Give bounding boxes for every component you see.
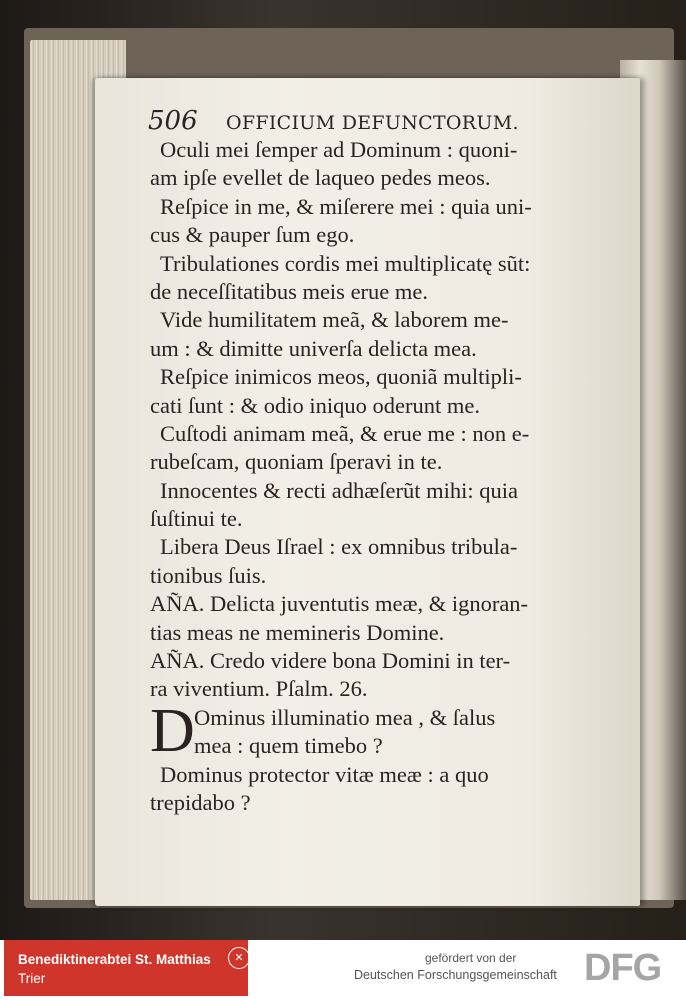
- text-line: Dominus protector vitæ meæ : a quo: [160, 761, 489, 787]
- text-line: Vide humilitatem meã, & laborem me-: [160, 307, 509, 333]
- footer-bar: [0, 940, 686, 1000]
- psalm-opening: [150, 696, 620, 765]
- text-line: cus & pauper ſum ego.: [150, 222, 355, 248]
- text-line: AÑA. Credo videre bona Domini in ter-: [150, 648, 511, 674]
- text-line: tias meas ne memineris Domine.: [150, 619, 445, 645]
- text-line: Cuſtodi animam meã, & erue me : non e-: [160, 420, 530, 446]
- text-line: Reſpice inimicos meos, quoniã multipli-: [160, 364, 522, 390]
- text-line: rubeſcam, quoniam ſperavi in te.: [150, 449, 443, 475]
- text-line: ra viventium. Pſalm. 26.: [150, 676, 368, 702]
- funding-organization: Deutschen Forschungsgemeinschaft: [354, 968, 557, 982]
- text-line: trepidabo ?: [150, 790, 251, 815]
- text-line: um : & dimitte univerſa delicta mea.: [150, 335, 477, 361]
- page-body: [150, 136, 620, 817]
- text-line: Reſpice in me, & miſerere mei : quia uni-: [160, 193, 532, 219]
- institution-badge[interactable]: [4, 940, 248, 996]
- institution-name: Benediktinerabtei St. Matthias: [18, 952, 211, 967]
- page-header: [148, 106, 618, 140]
- text-line: mea : quem timebo ?: [194, 733, 383, 759]
- text-line: Libera Deus Iſrael : ex omnibus tribula-: [160, 534, 518, 560]
- text-line: cati ſunt : & odio iniquo oderunt me.: [150, 392, 480, 418]
- text-line: Ominus illuminatio mea , & ſalus: [194, 704, 496, 730]
- text-line: am ipſe evellet de laqueo pedes meos.: [150, 165, 491, 191]
- text-line: Tribulationes cordis mei multiplicatę sũt:: [160, 250, 531, 276]
- text-line: AÑA. Delicta juventutis meæ, & ignoran-: [150, 591, 529, 617]
- funding-note: gefördert von der: [425, 951, 517, 965]
- text-line: de neceſſitatibus meis erue me.: [150, 278, 429, 304]
- drop-cap-initial: D: [150, 696, 195, 765]
- running-head: OFFICIUM DEFUNCTORUM.: [226, 112, 519, 134]
- page-number: 506: [148, 106, 198, 136]
- dfg-logo[interactable]: DFG: [584, 947, 662, 989]
- text-line: ſuſtinui te.: [150, 506, 243, 532]
- institution-city: Trier: [18, 971, 46, 986]
- text-line: Innocentes & recti adhæſerũt mihi: quia: [160, 477, 519, 503]
- text-line: Oculi mei ſemper ad Dominum : quoni-: [160, 137, 518, 162]
- text-line: tionibus ſuis.: [150, 562, 267, 588]
- abbey-logo-icon: ✕: [228, 947, 250, 969]
